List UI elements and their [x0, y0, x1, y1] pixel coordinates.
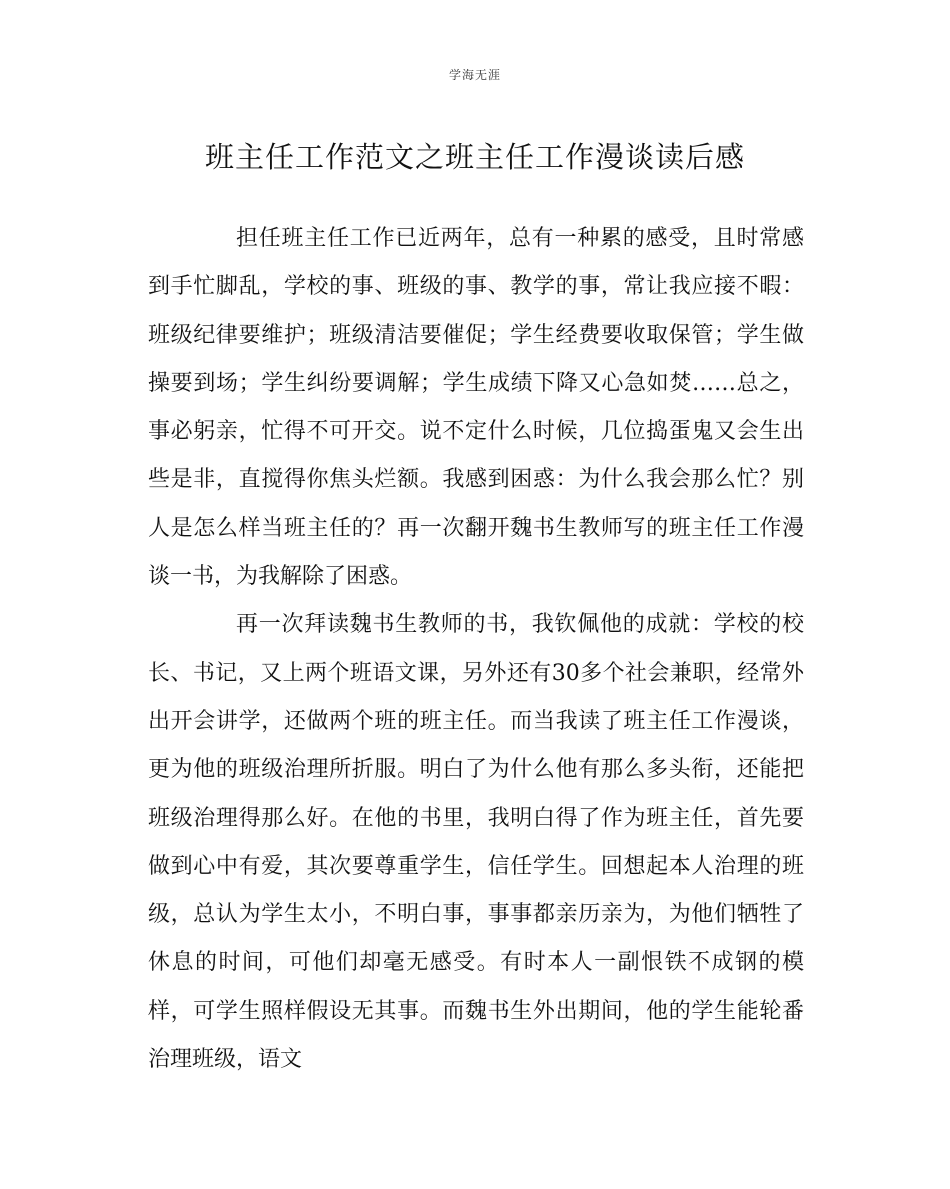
document-body — [148, 215, 804, 1084]
header-note: 学海无涯 — [448, 68, 501, 82]
document-title: 班主任工作范文之班主任工作漫谈读后感 — [204, 140, 745, 174]
paragraph-1: 担任班主任工作已近两年，总有一种累的感受，且时常感到手忙脚乱，学校的事、班级的事、教学的事，常让我应接不暇：班级纪律要维护；班级清洁要催促；学生经费要收取保管；学生做操要到场；学生纠纷要调解；学生成绩下降又心急如焚……总之，事必躬亲，忙得不可开交。说不定什么时候，几位捣蛋鬼又会生出些是非，直搅得你焦头烂额。我感到困惑：为什么我会那么忙？别人是怎么样当班主任的？再一次翻开魏书生教师写的班主任工作漫谈一书，为我解除了困惑。 — [148, 226, 804, 590]
paragraph-2: 再一次拜读魏书生教师的书，我钦佩他的成就：学校的校长、书记，又上两个班语文课，另外还有30多个社会兼职，经常外出开会讲学，还做两个班的班主任。而当我读了班主任工作漫谈，更为他的班级治理所折服。明白了为什么他有那么多头衔，还能把班级治理得那么好。在他的书里，我明白得了作为班主任，首先要做到心中有爱，其次要尊重学生，信任学生。回想起本人治理的班级，总认为学生太小，不明白事，事事都亲历亲为，为他们牺牲了休息的时间，可他们却毫无感受。有时本人一副恨铁不成钢的模样，可学生照样假设无其事。而魏书生外出期间，他的学生能轮番治理班级，语文 — [148, 612, 804, 1073]
